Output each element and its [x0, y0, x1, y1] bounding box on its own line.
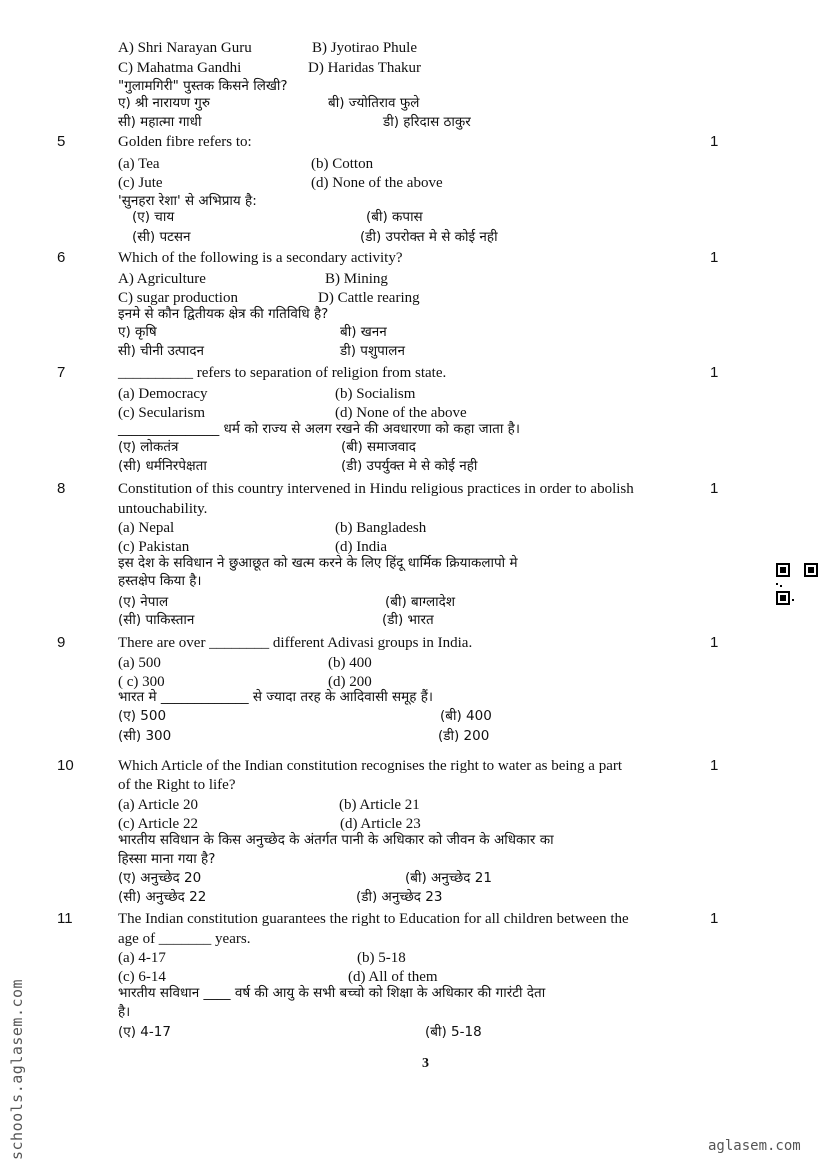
page-number: 3	[422, 1056, 429, 1071]
question-text-en: __________ refers to separation of religion from state.	[118, 365, 447, 381]
option-en: C) sugar production	[118, 290, 238, 306]
option-en: (d) India	[335, 539, 388, 555]
question-text-hi: इस देश के सविधान ने छुआछूत को खत्म करने के लिए हिंदू धार्मिक क्रियाकलापो मे	[118, 555, 518, 571]
question-marks: 1	[710, 480, 719, 497]
question-text-hi: भारतीय सविधान ____ वर्ष की आयु के सभी बच्चो को शिक्षा के अधिकार की गारंटी देता	[118, 985, 546, 1001]
question-marks: 1	[710, 133, 719, 150]
option-hi: डी) हरिदास ठाकुर	[383, 114, 471, 130]
question-number: 9	[57, 634, 66, 651]
option-en: (a) Article 20	[118, 797, 198, 813]
option-hi: (ए) 4-17	[118, 1024, 171, 1040]
question-marks: 1	[710, 364, 719, 381]
question-text-hi: भारत मे _____________ से ज्यादा तरह के आदिवासी समूह हैं।	[118, 689, 433, 705]
question-text-hi: इनमे से कौन द्वितीयक क्षेत्र की गतिविधि है?	[118, 306, 329, 322]
option-hi: (डी) भारत	[382, 612, 434, 628]
question-marks: 1	[710, 634, 719, 651]
question-text-hi: हिस्सा माना गया है?	[118, 851, 216, 867]
question-text-en: There are over ________ different Adivasi groups in India.	[118, 635, 473, 651]
question-number: 7	[57, 364, 66, 381]
option-en: (b) Socialism	[335, 386, 416, 402]
option-hi: सी) चीनी उत्पादन	[118, 343, 204, 359]
option-en: (d) Article 23	[340, 816, 421, 832]
question-text-en: Golden fibre refers to:	[118, 134, 252, 150]
question-text-hi: 'सुनहरा रेशा' से अभिप्राय है:	[118, 193, 257, 209]
option-hi: (सी) पटसन	[132, 229, 191, 245]
option-en: D) Cattle rearing	[318, 290, 420, 306]
qr-code-icon	[776, 563, 818, 605]
option-hi: (ए) 500	[118, 708, 167, 724]
question-number: 11	[57, 910, 73, 927]
question-text-hi: _______________ धर्म को राज्य से अलग रखने की अवधारणा को कहा जाता है।	[118, 421, 520, 437]
option-hi: (ए) लोकतंत्र	[118, 439, 179, 455]
option-hi: (ए) नेपाल	[118, 594, 169, 610]
question-text-hi: है।	[118, 1004, 131, 1020]
option-en: C) Mahatma Gandhi	[118, 60, 242, 76]
option-en: B) Mining	[325, 271, 388, 287]
option-en: (b) Bangladesh	[335, 520, 427, 536]
option-en: B) Jyotirao Phule	[312, 40, 417, 56]
option-hi: (बी) कपास	[366, 209, 423, 225]
option-hi: डी) पशुपालन	[340, 343, 405, 359]
option-en: (b) Cotton	[311, 156, 374, 172]
option-en: (a) 500	[118, 655, 161, 671]
option-en: (d) 200	[328, 674, 372, 690]
question-text-en: Which Article of the Indian constitution recognises the right to water as being a part	[118, 758, 623, 774]
option-en: (c) 6-14	[118, 969, 166, 985]
question-text-hi: "गुलामगिरी" पुस्तक किसने लिखी?	[118, 78, 288, 94]
side-watermark: schools.aglasem.com	[8, 978, 26, 1160]
option-en: ( c) 300	[118, 674, 165, 690]
option-en: (a) Nepal	[118, 520, 175, 536]
option-hi: (सी) धर्मनिरपेक्षता	[118, 458, 207, 474]
question-number: 10	[57, 757, 74, 774]
option-en: A) Shri Narayan Guru	[118, 40, 252, 56]
option-hi: (बी) समाजवाद	[341, 439, 416, 455]
option-hi: (डी) अनुच्छेद 23	[356, 889, 443, 905]
option-en: (c) Secularism	[118, 405, 206, 421]
option-hi: (बी) 5-18	[425, 1024, 482, 1040]
option-hi: बी) ज्योतिराव फुले	[328, 95, 420, 111]
option-en: (d) All of them	[348, 969, 438, 985]
question-text-en: The Indian constitution guarantees the right to Education for all children between the	[118, 911, 629, 927]
option-hi: (सी) 300	[118, 728, 172, 744]
option-en: D) Haridas Thakur	[308, 60, 422, 76]
question-text-en: Constitution of this country intervened in Hindu religious practices in order to abolish	[118, 481, 634, 497]
question-marks: 1	[710, 249, 719, 266]
option-hi: (बी) 400	[440, 708, 492, 724]
footer-watermark: aglasem.com	[708, 1138, 801, 1154]
option-hi: (बी) बाग्लादेश	[385, 594, 456, 610]
option-en: A) Agriculture	[118, 271, 206, 287]
question-text-en: untouchability.	[118, 501, 208, 517]
option-en: (b) 400	[328, 655, 372, 671]
question-text-hi: हस्तक्षेप किया है।	[118, 573, 202, 589]
question-number: 8	[57, 480, 66, 497]
option-hi: (सी) पाकिस्तान	[118, 612, 195, 628]
option-hi: (ए) चाय	[132, 209, 175, 225]
option-en: (a) Democracy	[118, 386, 208, 402]
question-text-en: of the Right to life?	[118, 777, 236, 793]
option-hi: (डी) उपर्युक्त मे से कोई नही	[341, 458, 478, 474]
option-en: (d) None of the above	[335, 405, 467, 421]
option-hi: (डी) उपरोक्त मे से कोई नही	[360, 229, 498, 245]
option-hi: ए) कृषि	[118, 324, 157, 340]
question-text-hi: भारतीय सविधान के किस अनुच्छेद के अंतर्गत पानी के अधिकार को जीवन के अधिकार का	[118, 832, 554, 848]
option-en: (c) Article 22	[118, 816, 198, 832]
option-hi: सी) महात्मा गाधी	[118, 114, 202, 130]
question-marks: 1	[710, 757, 719, 774]
option-hi: (डी) 200	[438, 728, 490, 744]
question-number: 5	[57, 133, 66, 150]
option-en: (a) Tea	[118, 156, 160, 172]
option-hi: (बी) अनुच्छेद 21	[405, 870, 492, 886]
option-en: (c) Jute	[118, 175, 163, 191]
option-hi: (सी) अनुच्छेद 22	[118, 889, 207, 905]
option-en: (a) 4-17	[118, 950, 166, 966]
option-hi: (ए) अनुच्छेद 20	[118, 870, 202, 886]
option-en: (b) Article 21	[339, 797, 420, 813]
option-en: (c) Pakistan	[118, 539, 190, 555]
question-number: 6	[57, 249, 66, 266]
option-hi: ए) श्री नारायण गुरु	[118, 95, 210, 111]
option-en: (d) None of the above	[311, 175, 443, 191]
question-marks: 1	[710, 910, 719, 927]
option-hi: बी) खनन	[340, 324, 387, 340]
question-text-en: Which of the following is a secondary activity?	[118, 250, 403, 266]
question-text-en: age of _______ years.	[118, 931, 251, 947]
option-en: (b) 5-18	[357, 950, 406, 966]
